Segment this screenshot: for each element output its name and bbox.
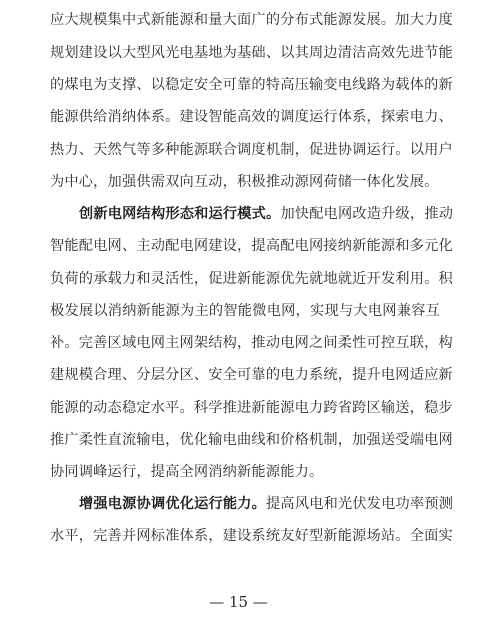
text-line: 负荷的承载力和灵活性，促进新能源优先就地就近开发利用。积	[50, 271, 453, 287]
text-line: 规划建设以大型风光电基地为基础、以其周边清洁高效先进节能	[50, 45, 453, 61]
text-line: 建规模合理、分层分区、安全可靠的电力系统，提升电网适应新	[50, 367, 453, 383]
section-heading: 创新电网结构形态和运行模式。	[79, 206, 281, 222]
text-line: 智能配电网、主动配电网建设，提高配电网接纳新能源和多元化	[50, 238, 453, 254]
text-run: 加快配电网改造升级，推动	[280, 206, 454, 222]
text-line: 热力、天然气等多种能源联合调度机制，促进协调运行。以用户	[50, 142, 453, 158]
text-line: 能源供给消纳体系。建设智能高效的调度运行体系，探索电力、	[50, 109, 453, 125]
text-line: 为中心，加强供需双向互动，积极推动源网荷储一体化发展。	[50, 174, 439, 190]
document-page-continued	[50, 0, 453, 637]
text-line: 水平，完善并网标准体系，建设系统友好型新能源场站。全面实	[50, 528, 453, 544]
text-line: 补。完善区域电网主网架结构，推动电网之间柔性可控互联，构	[50, 335, 453, 351]
page-number: — 15 —	[209, 593, 268, 611]
section-heading: 增强电源协调优化运行能力。	[79, 496, 267, 512]
text-line: 推广柔性直流输电，优化输电曲线和价格机制，加强送受端电网	[50, 432, 453, 448]
text-line: 能源的动态稳定水平。科学推进新能源电力跨省跨区输送，稳步	[50, 400, 453, 416]
text-line: 应大规模集中式新能源和量大面广的分布式能源发展。加大力度	[50, 12, 453, 28]
text-line: 极发展以消纳新能源为主的智能微电网，实现与大电网兼容互	[50, 303, 440, 319]
text-line: 的煤电为支撑、以稳定安全可靠的特高压输变电线路为载体的新	[50, 77, 453, 93]
text-run: 提高风电和光伏发电功率预测	[266, 496, 454, 512]
text-line: 协同调峰运行，提高全网消纳新能源能力。	[50, 464, 324, 480]
